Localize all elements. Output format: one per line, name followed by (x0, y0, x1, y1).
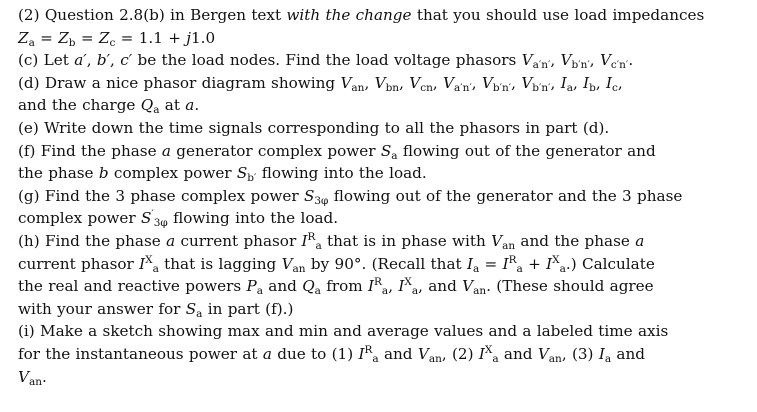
math-symbol: I (301, 231, 308, 250)
math-subscript: a (28, 36, 35, 49)
paragraph-part-f (18, 140, 748, 185)
text-run: , (86, 51, 97, 70)
text-run: due to (1) (271, 344, 359, 363)
text-run: at (159, 96, 186, 115)
math-subscript: an (502, 239, 516, 252)
math-symbol: S (140, 209, 152, 228)
text-run: , (2) (441, 344, 479, 363)
math-superscript: X (145, 253, 153, 266)
math-superscript: R (364, 343, 373, 356)
text-run: by 90°. (Recall that (305, 254, 467, 273)
math-symbol: Z (58, 28, 69, 47)
math-subscript: an (548, 352, 562, 365)
math-symbol: a (635, 231, 645, 250)
math-subscript: a (566, 81, 573, 94)
text-run: flowing into the load. (256, 164, 427, 183)
math-symbol: V (340, 73, 352, 92)
math-superscript: R (307, 230, 316, 243)
math-subscript: b′n′ (492, 81, 512, 94)
math-symbol: V (443, 73, 454, 92)
math-subscript: a (256, 285, 263, 298)
math-superscript: ′ (151, 208, 154, 221)
math-symbol: a (262, 344, 272, 363)
math-symbol: I (502, 254, 509, 273)
math-symbol: c′ (120, 51, 133, 70)
text-run: . (194, 96, 200, 115)
math-subscript: a (516, 262, 523, 275)
math-subscript: a (372, 352, 379, 365)
math-subscript: a (315, 239, 322, 252)
math-subscript: a (472, 262, 480, 275)
math-symbol: b′ (96, 51, 111, 70)
math-symbol: V (599, 51, 611, 70)
math-symbol: j (186, 28, 191, 47)
math-subscript: 3φ (314, 194, 329, 207)
text-run: with your answer for (18, 299, 186, 318)
math-symbol: V (521, 51, 533, 70)
text-run: flowing into the load. (167, 209, 339, 228)
text-run: , (550, 51, 561, 70)
math-subscript: a′n′ (453, 81, 472, 94)
math-superscript: R (508, 253, 517, 266)
math-symbol: I (466, 254, 473, 273)
math-roman-text: = 1.1 + (115, 28, 187, 47)
math-symbol: Z (98, 28, 110, 47)
text-run: flowing out of the generator and (397, 141, 656, 160)
text-run: current phasor (18, 254, 140, 273)
paragraph-part-d (18, 72, 748, 117)
math-symbol: I (583, 73, 590, 92)
text-run: (g) Find the 3 phase complex power (18, 186, 304, 205)
text-run: (2) Question 2.8(b) in Bergen text (18, 6, 287, 24)
math-subscript: a′n′ (532, 59, 551, 72)
text-run: flowing out of the generator and the 3 phase (328, 186, 683, 205)
math-subscript: a (314, 285, 321, 298)
text-run: (c) Let (18, 51, 75, 70)
text-run: (i) Make a sketch showing max and min and average values and a labeled time axis (18, 322, 669, 341)
text-run: , (617, 73, 623, 92)
text-run: (h) Find the phase (18, 231, 167, 250)
math-subscript: b (589, 81, 596, 94)
text-run: (d) Draw a nice phasor diagram showing (18, 73, 341, 92)
text-run: for the instantaneous power at (18, 344, 263, 363)
math-symbol: b (98, 164, 109, 183)
math-subscript: cn (420, 81, 433, 94)
math-subscript: an (473, 285, 487, 298)
math-symbol: I (398, 277, 405, 296)
text-run: that is lagging (158, 254, 282, 273)
math-symbol: I (606, 73, 613, 92)
math-symbol: a′ (74, 51, 87, 70)
math-subscript: c′n′ (610, 59, 629, 72)
text-run: complex power (108, 164, 237, 183)
math-symbol: S (303, 186, 315, 205)
paragraph-part-e (18, 117, 748, 140)
text-run: (f) Find the phase (18, 141, 162, 160)
math-roman-text: = (75, 28, 99, 47)
math-symbol: S (380, 141, 392, 160)
text-run: and (611, 344, 645, 363)
text-run: , (471, 73, 482, 92)
paragraph-part-g (18, 185, 748, 230)
math-symbol: V (491, 231, 503, 250)
math-symbol: a (185, 96, 195, 115)
math-symbol: P (246, 277, 257, 296)
text-run: , (3) (561, 344, 599, 363)
math-subscript: c (109, 36, 116, 49)
text-run: and (378, 344, 418, 363)
text-run: , (110, 51, 121, 70)
text-run: . (42, 367, 47, 386)
math-symbol: V (374, 73, 386, 92)
math-symbol: V (462, 277, 474, 296)
text-run: .) Calculate (565, 254, 655, 273)
math-subscript: a (152, 262, 159, 275)
text-run: the real and reactive powers (18, 277, 247, 296)
text-run: , and (418, 277, 463, 296)
text-run: , (399, 73, 410, 92)
math-symbol: I (358, 344, 365, 363)
paragraph-question-2 (18, 4, 748, 49)
emphasis-text: with the change (286, 6, 412, 24)
math-symbol: Q (140, 96, 154, 115)
math-subscript: a (381, 285, 389, 298)
paragraph-part-i (18, 320, 748, 388)
math-subscript: a (196, 307, 203, 320)
math-symbol: I (139, 254, 146, 273)
text-run: , (511, 73, 522, 92)
text-run: (e) Write down the time signals corresponding to all the phasors in part (d). (18, 118, 610, 137)
text-run: the phase (18, 164, 99, 183)
math-symbol: S (185, 299, 197, 318)
text-run: and (262, 277, 303, 296)
math-symbol: V (417, 344, 429, 363)
text-run: that you should use load impedances (411, 6, 705, 24)
math-subscript: b′ (247, 172, 257, 185)
math-subscript: an (428, 352, 442, 365)
text-run: in part (f).) (202, 299, 294, 318)
math-roman-text: 1.0 (191, 28, 216, 47)
text-run: + (522, 254, 547, 273)
math-subscript: b′n′ (532, 81, 551, 94)
math-subscript: b′n′ (571, 59, 590, 72)
math-subscript: 3φ (153, 217, 168, 230)
text-run: and the phase (515, 231, 636, 250)
paragraph-part-c (18, 49, 748, 72)
math-subscript: a (559, 262, 566, 275)
text-run: = (479, 254, 503, 273)
math-symbol: V (537, 344, 549, 363)
text-run: current phasor (175, 231, 302, 250)
math-superscript: X (484, 343, 493, 356)
math-subscript: an (292, 262, 306, 275)
text-run: and the charge (18, 96, 141, 115)
math-symbol: V (18, 367, 29, 386)
text-run: , (388, 277, 399, 296)
math-subscript: an (28, 375, 42, 388)
math-symbol: Q (302, 277, 315, 296)
math-subscript: a (391, 149, 398, 162)
math-subscript: a (604, 352, 612, 365)
math-symbol: I (560, 73, 567, 92)
text-run: that is in phase with (321, 231, 492, 250)
math-subscript: a (492, 352, 499, 365)
math-symbol: V (409, 73, 421, 92)
paragraph-part-h (18, 230, 748, 320)
math-roman-text: = (34, 28, 59, 47)
math-symbol: V (481, 73, 493, 92)
math-symbol: I (478, 344, 485, 363)
text-run: , (572, 73, 584, 92)
text-run: be the load nodes. Find the load voltage phasors (132, 51, 522, 70)
text-run: , (595, 73, 607, 92)
text-run: and (498, 344, 538, 363)
math-superscript: X (404, 276, 412, 289)
text-run: , (432, 73, 443, 92)
text-run: . (These should agree (486, 277, 654, 296)
text-run: . (628, 51, 634, 70)
text-run: , (364, 73, 375, 92)
math-symbol: S (236, 164, 248, 183)
text-run: , (589, 51, 600, 70)
math-symbol: I (546, 254, 553, 273)
math-symbol: V (281, 254, 293, 273)
math-superscript: R (374, 276, 382, 289)
math-subscript: b (68, 36, 76, 49)
math-subscript: bn (385, 81, 400, 94)
text-run: complex power (18, 209, 141, 228)
math-symbol: a (166, 231, 176, 250)
math-symbol: Z (18, 28, 29, 47)
math-symbol: a (161, 141, 171, 160)
document-body (18, 4, 748, 388)
math-symbol: I (598, 344, 605, 363)
math-superscript: X (552, 253, 560, 266)
math-symbol: V (560, 51, 572, 70)
text-run: generator complex power (170, 141, 381, 160)
math-symbol: I (368, 277, 375, 296)
text-run: , (550, 73, 561, 92)
text-run: from (320, 277, 369, 296)
math-subscript: an (351, 81, 365, 94)
math-symbol: V (521, 73, 533, 92)
math-subscript: a (153, 104, 160, 117)
math-subscript: a (411, 285, 419, 298)
math-subscript: c (612, 81, 618, 94)
